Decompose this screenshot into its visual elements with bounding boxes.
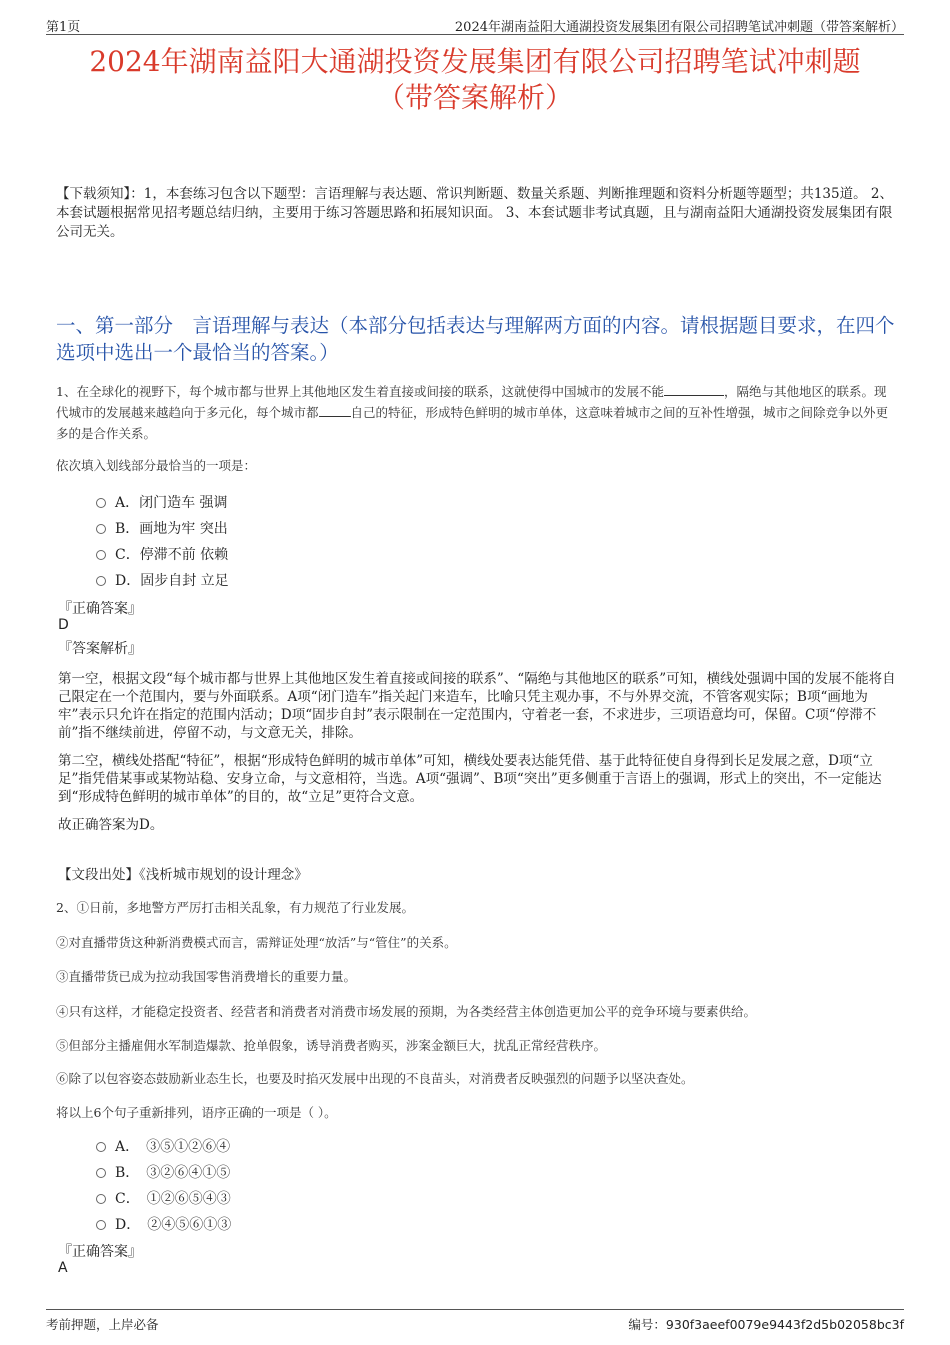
- question-1-text: [56, 381, 898, 444]
- q1-text-part-a: 1、在全球化的视野下，每个城市都与世界上其他地区发生着直接或间接的联系，这就使得中国城市的发展不能: [56, 384, 664, 399]
- q1-blank-2: [319, 416, 351, 417]
- page-header: [46, 14, 904, 35]
- title-line-2: （带答案解析）: [376, 81, 573, 114]
- q1-text-part-c: 自己的特征，形成特色鲜明的城市单体，这意味着城市之间的互补性增强，城市之间除竞争以外更多的是合作关系。: [56, 405, 889, 441]
- q2-answer: A: [58, 1260, 68, 1276]
- q1-blank-1: [664, 395, 724, 396]
- q1-analysis: [58, 670, 896, 844]
- footer-code: [628, 1315, 904, 1333]
- radio-icon[interactable]: [96, 1142, 106, 1152]
- footer-slogan: 考前押题，上岸必备: [46, 1317, 159, 1332]
- download-notice: 【下载须知】：1，本套练习包含以下题型：言语理解与表达题、常识判断题、数量关系题、判断推理题和资料分析题等题型；共135道。 2、本套试题根据常见招考题总结归纳，主要用于练习答题思路和拓展知识面。 3、本套试题非考试真题，且与湖南益阳大通湖投资发展集团有限公司无关。: [56, 186, 893, 240]
- section-heading: 一、第一部分 言语理解与表达（本部分包括表达与理解两方面的内容。请根据题目要求，在四个选项中选出一个最恰当的答案。）: [56, 314, 895, 364]
- footer-code-label: 编号：: [628, 1317, 666, 1332]
- q2-line-1: 2、①日前，多地警方严厉打击相关乱象，有力规范了行业发展。: [56, 900, 414, 915]
- q1-answer: D: [58, 617, 69, 633]
- q1-prompt: 依次填入划线部分最恰当的一项是：: [56, 458, 257, 473]
- q2-line-6: ⑥除了以包容姿态鼓励新业态生长，也要及时掐灭发展中出现的不良苗头，对消费者反映强烈的问题予以坚决查处。: [56, 1071, 694, 1086]
- q1-answer-label: 『正确答案』: [58, 601, 142, 617]
- q2-line-5: ⑤但部分主播雇佣水军制造爆款、抢单假象，诱导消费者购买，涉案金额巨大，扰乱正常经营秩序。: [56, 1038, 607, 1053]
- header-doc-title: 2024年湖南益阳大通湖投资发展集团有限公司招聘笔试冲刺题（带答案解析）: [454, 20, 904, 35]
- analysis-paragraph-1: 第一空，根据文段“每个城市都与世界上其他地区发生着直接或间接的联系”、“隔绝与其他地区的联系”可知，横线处强调中国的发展不能将自己限定在一个范围内，要与外面联系。A项“闭门造车”指关起门来造车，比喻只凭主观办事，不与外界交流，不管客观实际；B项“画地为牢”表示只允许在指定的范围内活动；D项“固步自封”表示限制在一定范围内，守着老一套，不求进步，三项语意均可，保留。C项“停滞不前”指不继续前进，停留不动，与文意无关，排除。: [58, 671, 896, 741]
- q2-line-3: ③直播带货已成为拉动我国零售消费增长的重要力量。: [56, 969, 357, 984]
- page-footer: [46, 1309, 904, 1340]
- q1-text-part-b: ，隔绝与其他地区的联系。现代城市的发展越来越趋向于多元化，每个城市都: [56, 384, 887, 420]
- radio-icon[interactable]: [96, 1220, 106, 1230]
- q2-prompt: 将以上6个句子重新排列，语序正确的一项是（ ）。: [56, 1105, 337, 1120]
- radio-icon[interactable]: [96, 1194, 106, 1204]
- document-title: [40, 44, 910, 116]
- radio-icon[interactable]: [96, 1168, 106, 1178]
- q1-analysis-label: 『答案解析』: [58, 641, 142, 657]
- analysis-conclusion: 故正确答案为D。: [58, 817, 164, 833]
- radio-icon[interactable]: [96, 550, 106, 560]
- q2-answer-label: 『正确答案』: [58, 1244, 142, 1260]
- footer-code-value: 930f3aeef0079e9443f2d5b02058bc3f: [665, 1317, 904, 1332]
- radio-icon[interactable]: [96, 576, 106, 586]
- q2-line-2: ②对直播带货这种新消费模式而言，需辩证处理“放活”与“管住”的关系。: [56, 935, 457, 950]
- radio-icon[interactable]: [96, 498, 106, 508]
- page-number: 第1页: [46, 20, 81, 35]
- q1-source: 【文段出处】《浅析城市规划的设计理念》: [58, 867, 308, 883]
- title-line-1: 2024年湖南益阳大通湖投资发展集团有限公司招聘笔试冲刺题: [89, 45, 861, 78]
- analysis-paragraph-2: 第二空，横线处搭配“特征”，根据“形成特色鲜明的城市单体”可知，横线处要表达能凭借、基于此特征使自身得到长足发展之意，D项“立足”指凭借某事或某物站稳、安身立命，与文意相符，当选。A项“强调”、B项“突出”更多侧重于言语上的强调，形式上的突出，不一定能达到“形成特色鲜明的城市单体”的目的，故“立足”更符合文意。: [58, 753, 882, 805]
- q2-line-4: ④只有这样，才能稳定投资者、经营者和消费者对消费市场发展的预期，为各类经营主体创造更加公平的竞争环境与要素供给。: [56, 1004, 757, 1019]
- radio-icon[interactable]: [96, 524, 106, 534]
